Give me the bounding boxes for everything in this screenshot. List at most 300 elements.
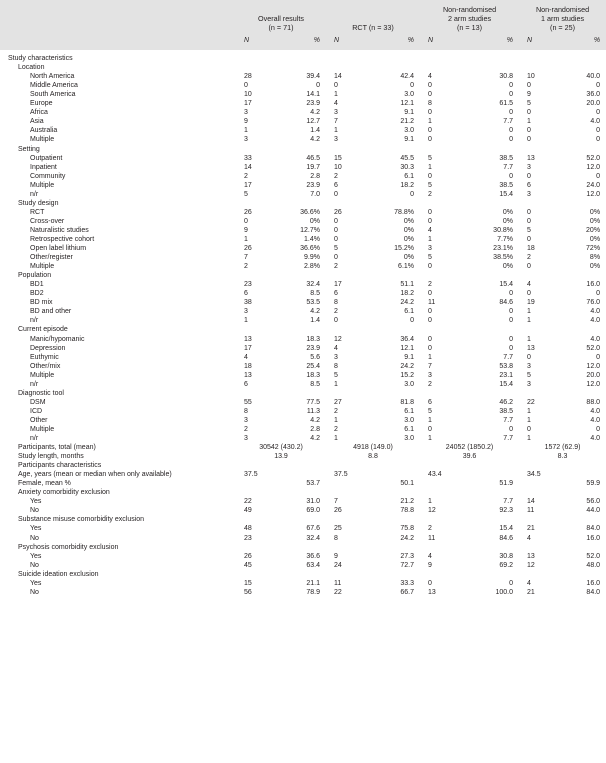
row-label: Setting xyxy=(18,145,40,153)
cell-n: 1 xyxy=(428,353,432,361)
row-label: Study characteristics xyxy=(8,55,73,63)
table-row xyxy=(0,506,606,515)
row-label: n/r xyxy=(30,190,39,198)
cell-pct: 53.7 xyxy=(306,480,320,488)
table-row xyxy=(0,154,606,163)
cell-pct: 0 xyxy=(509,127,514,135)
cell-n: 3 xyxy=(527,362,531,370)
cell-n: 2 xyxy=(428,190,432,198)
cell-n: 22 xyxy=(527,398,535,406)
cell-n: 2 xyxy=(244,263,248,271)
cell-n: 26 xyxy=(334,208,342,216)
cell-n xyxy=(236,461,266,470)
cell-pct: 6.1% xyxy=(398,263,415,271)
cell-n: 21 xyxy=(527,525,535,533)
cell-pct xyxy=(266,145,326,154)
table-row xyxy=(0,479,606,488)
row-label: Population xyxy=(18,272,52,280)
cell-n: 2 xyxy=(334,425,338,433)
cell-n: 28 xyxy=(244,73,252,81)
cell-n xyxy=(236,543,266,552)
cell-pct: 0 xyxy=(509,82,514,90)
row-label: Other/mix xyxy=(30,362,61,370)
cell-n: 14 xyxy=(527,498,535,506)
cell-n: 4 xyxy=(244,353,248,361)
cell-pct: 9.9% xyxy=(304,254,320,262)
cell-pct: 0% xyxy=(403,226,415,234)
cell-n xyxy=(326,199,357,208)
header-sub-blank xyxy=(0,35,236,50)
cell-pct: 7.7 xyxy=(503,416,514,424)
row-label: Multiple xyxy=(30,263,55,271)
cell-pct: 4.2 xyxy=(310,136,320,144)
row-label: Participants, total (mean) xyxy=(18,444,96,452)
cell-pct: 4.0 xyxy=(590,416,601,424)
row-label: Manic/hypomanic xyxy=(30,335,85,343)
cell-pct xyxy=(453,461,519,470)
row-label: Current episode xyxy=(18,326,68,334)
cell-pct: 8.5 xyxy=(310,290,320,298)
table-row xyxy=(0,443,606,452)
row-label: Multiple xyxy=(30,181,55,189)
cell-pct: 92.3 xyxy=(499,507,514,515)
cell-n xyxy=(519,543,549,552)
cell-n: 11 xyxy=(334,579,342,587)
cell-pct: 18.3 xyxy=(306,335,320,343)
cell-n: 26 xyxy=(244,208,252,216)
cell-pct: 63.4 xyxy=(306,561,320,569)
row-label: Multiple xyxy=(30,371,55,379)
row-label: Asia xyxy=(30,118,44,126)
table-row xyxy=(0,235,606,244)
cell-n: 2 xyxy=(334,308,338,316)
cell-pct xyxy=(357,543,420,552)
cell-pct: 7.7 xyxy=(503,498,514,506)
cell-pct: 23.9 xyxy=(306,181,320,189)
cell-n xyxy=(326,488,357,497)
cell-pct: 78.8 xyxy=(400,507,415,515)
cell-n xyxy=(236,325,266,334)
cell-pct xyxy=(549,199,606,208)
cell-n: 5 xyxy=(244,190,248,198)
cell-pct xyxy=(266,271,326,280)
table-row xyxy=(0,217,606,226)
cell-n: 17 xyxy=(244,100,252,108)
cell-pct xyxy=(357,570,420,579)
table-row xyxy=(0,244,606,253)
cell-n: 0 xyxy=(527,235,531,243)
cell-pct: 3.0 xyxy=(404,416,415,424)
cell-pct: 7.7 xyxy=(503,163,514,171)
cell-pct: 44.0 xyxy=(586,507,601,515)
cell-n: 48 xyxy=(244,525,252,533)
cell-n xyxy=(236,389,266,398)
table-row xyxy=(0,425,606,434)
cell-pct: 52.0 xyxy=(586,154,601,162)
cell-pct xyxy=(357,515,420,524)
table-row xyxy=(0,135,606,144)
cell-pct xyxy=(453,145,519,154)
table-row xyxy=(0,389,606,398)
cell-pct xyxy=(549,389,606,398)
cell-pct xyxy=(266,389,326,398)
cell-n: 1 xyxy=(334,380,338,388)
cell-n xyxy=(420,479,453,488)
row-label: Open label lithium xyxy=(30,245,87,253)
cell-n: 8 xyxy=(334,534,338,542)
cell-n: 2 xyxy=(244,172,248,180)
cell-n xyxy=(236,271,266,280)
cell-n: 12 xyxy=(428,507,436,515)
cell-n: 0 xyxy=(527,353,531,361)
table-row xyxy=(0,63,606,72)
cell-pct xyxy=(549,271,606,280)
cell-pct: 0% xyxy=(589,263,601,271)
cell-n: 9 xyxy=(334,552,338,560)
row-label: Retrospective cohort xyxy=(30,235,95,243)
cell-pct: 36.6% xyxy=(300,208,320,216)
cell-n xyxy=(420,271,453,280)
cell-pct xyxy=(453,271,519,280)
cell-n: 25 xyxy=(334,525,342,533)
col-n-rct: N xyxy=(326,35,357,50)
cell-n: 6 xyxy=(244,380,248,388)
header-nonrandom-1arm-text: Non-randomised 1 arm studies (n = 25) xyxy=(535,5,590,32)
table-row xyxy=(0,298,606,307)
table-row xyxy=(0,199,606,208)
cell-pct: 15.4 xyxy=(499,525,514,533)
cell-n: 13 xyxy=(527,344,535,352)
cell-n: 0 xyxy=(334,235,338,243)
cell-n xyxy=(519,50,549,63)
cell-pct: 24.2 xyxy=(400,362,415,370)
cell-pct: 9.1 xyxy=(404,109,415,117)
row-label: Study length, months xyxy=(18,453,84,461)
cell-n: 5 xyxy=(527,226,531,234)
cell-n xyxy=(236,63,266,72)
cell-pct: 0% xyxy=(502,208,514,216)
cell-n: 21 xyxy=(527,588,535,596)
cell-pct: 30.8% xyxy=(493,226,514,234)
cell-n: 5 xyxy=(527,100,531,108)
row-label: Substance misuse comorbidity exclusion xyxy=(18,516,145,524)
cell-n xyxy=(420,389,453,398)
cell-pct: 69.0 xyxy=(306,507,320,515)
cell-n: 45 xyxy=(244,561,252,569)
table-row xyxy=(0,543,606,552)
table-row xyxy=(0,126,606,135)
cell-n: 1 xyxy=(527,416,531,424)
cell-n xyxy=(519,199,549,208)
row-label: Other xyxy=(30,416,48,424)
cell-pct: 2.8 xyxy=(310,425,320,433)
cell-pct: 32.4 xyxy=(306,281,320,289)
cell-n: 0 xyxy=(428,91,432,99)
cell-pct: 0 xyxy=(410,190,415,198)
row-label: Multiple xyxy=(30,425,55,433)
cell-n: 6 xyxy=(244,290,248,298)
cell-pct: 0% xyxy=(403,217,415,225)
table-body xyxy=(0,50,606,597)
cell-n: 1 xyxy=(428,163,432,171)
cell-pct: 0% xyxy=(589,235,601,243)
table-row xyxy=(0,470,606,479)
cell-n: 18 xyxy=(527,245,535,253)
row-label: ICD xyxy=(30,407,43,415)
cell-pct: 12.7% xyxy=(300,226,320,234)
cell-pct: 18.2 xyxy=(400,290,415,298)
cell-n: 5 xyxy=(334,245,338,253)
cell-pct: 36.6 xyxy=(306,552,320,560)
cell-n: 0 xyxy=(527,82,531,90)
cell-n: 0 xyxy=(428,290,432,298)
cell-n: 3 xyxy=(334,353,338,361)
cell-pct: 78.9 xyxy=(306,588,320,596)
cell-pct: 4.0 xyxy=(590,317,601,325)
cell-n: 0 xyxy=(334,82,338,90)
cell-n: 1 xyxy=(334,435,338,443)
cell-n: 8 xyxy=(334,299,338,307)
cell-n: 1 xyxy=(244,235,248,243)
cell-n: 6 xyxy=(428,398,432,406)
cell-pct: 12.7 xyxy=(306,118,320,126)
cell-pct: 78.8% xyxy=(394,208,415,216)
cell-pct: 0% xyxy=(309,217,320,225)
cell-pct: 88.0 xyxy=(586,398,601,406)
table-row xyxy=(0,452,606,461)
cell-n: 0 xyxy=(334,190,338,198)
cell-pct: 0% xyxy=(589,208,601,216)
cell-pct: 14.1 xyxy=(306,91,320,99)
cell-n: 1 xyxy=(334,127,338,135)
cell-pct: 45.5 xyxy=(400,154,415,162)
cell-n: 0 xyxy=(244,217,248,225)
cell-pct xyxy=(266,199,326,208)
cell-pct: 33.3 xyxy=(400,579,415,587)
cell-value: 4918 (149.0) xyxy=(353,444,393,452)
cell-pct: 21.2 xyxy=(400,498,415,506)
cell-n xyxy=(236,515,266,524)
cell-pct: 4.0 xyxy=(590,118,601,126)
cell-n xyxy=(326,50,357,63)
cell-value: 39.6 xyxy=(462,453,477,461)
table-row xyxy=(0,588,606,597)
cell-n: 13 xyxy=(527,154,535,162)
cell-pct: 61.5 xyxy=(499,100,514,108)
cell-n: 3 xyxy=(334,109,338,117)
cell-pct: 100.0 xyxy=(495,588,514,596)
cell-pct: 0 xyxy=(509,344,514,352)
cell-pct: 48.0 xyxy=(586,561,601,569)
cell-n xyxy=(420,515,453,524)
cell-pct xyxy=(266,470,326,479)
cell-n: 56 xyxy=(244,588,252,596)
row-label: No xyxy=(30,561,39,569)
cell-pct: 4.0 xyxy=(590,308,601,316)
cell-pct xyxy=(357,199,420,208)
table-row xyxy=(0,280,606,289)
row-label: No xyxy=(30,507,39,515)
cell-n: 8 xyxy=(334,362,338,370)
cell-pct: 20% xyxy=(586,226,601,234)
table-row xyxy=(0,145,606,154)
cell-n: 15 xyxy=(334,154,342,162)
cell-n: 13 xyxy=(244,335,252,343)
cell-pct: 0 xyxy=(509,579,514,587)
cell-pct: 0% xyxy=(502,217,514,225)
cell-pct: 66.7 xyxy=(400,588,415,596)
col-pct-2arm: % xyxy=(453,35,519,50)
header-nonrandom-1arm xyxy=(519,0,606,35)
table-row xyxy=(0,271,606,280)
row-label: Middle America xyxy=(30,82,78,90)
cell-pct: 36.4 xyxy=(400,335,415,343)
cell-n: 5 xyxy=(334,371,338,379)
cell-pct: 0 xyxy=(596,127,601,135)
cell-n: 0 xyxy=(428,344,432,352)
col-pct-rct: % xyxy=(357,35,420,50)
cell-n: 0 xyxy=(527,136,531,144)
table-row xyxy=(0,434,606,443)
cell-pct xyxy=(549,543,606,552)
cell-pct xyxy=(266,488,326,497)
cell-pct xyxy=(549,461,606,470)
cell-n: 0 xyxy=(428,308,432,316)
cell-pct: 38.5 xyxy=(499,407,514,415)
cell-pct: 6.1 xyxy=(404,172,415,180)
cell-n: 0 xyxy=(428,172,432,180)
cell-pct: 7.7 xyxy=(503,435,514,443)
row-label: BD1 xyxy=(30,281,44,289)
cell-n: 10 xyxy=(527,73,535,81)
cell-pct: 8% xyxy=(589,254,601,262)
table-row xyxy=(0,325,606,334)
table-row xyxy=(0,570,606,579)
row-label: RCT xyxy=(30,208,45,216)
cell-n: 3 xyxy=(244,136,248,144)
row-label: Multiple xyxy=(30,136,55,144)
cell-n: 18 xyxy=(244,362,252,370)
cell-pct: 40.0 xyxy=(586,73,601,81)
cell-n: 1 xyxy=(428,435,432,443)
row-label: DSM xyxy=(30,398,46,406)
cell-n: 2 xyxy=(428,281,432,289)
cell-n xyxy=(420,145,453,154)
cell-n: 8 xyxy=(244,407,248,415)
cell-n xyxy=(519,479,549,488)
cell-n xyxy=(519,488,549,497)
cell-pct: 18.2 xyxy=(400,181,415,189)
cell-pct: 4.0 xyxy=(590,335,601,343)
cell-pct xyxy=(549,570,606,579)
table-row xyxy=(0,552,606,561)
cell-pct: 16.0 xyxy=(586,579,601,587)
cell-pct: 72.7 xyxy=(400,561,415,569)
header-nonrandom-2arm-text: Non-randomised 2 arm studies (n = 13) xyxy=(442,5,497,32)
cell-n: 8 xyxy=(428,100,432,108)
cell-n: 2 xyxy=(428,525,432,533)
cell-n xyxy=(236,50,266,63)
cell-n: 3 xyxy=(428,371,432,379)
cell-pct: 30.8 xyxy=(499,73,514,81)
row-label: n/r xyxy=(30,380,39,388)
row-label: North America xyxy=(30,73,75,81)
cell-pct: 38.5% xyxy=(493,254,514,262)
cell-value: 30542 (430.2) xyxy=(259,444,303,452)
cell-n: 49 xyxy=(244,507,252,515)
cell-n: 0 xyxy=(428,317,432,325)
cell-pct xyxy=(357,488,420,497)
cell-n: 0 xyxy=(428,82,432,90)
cell-pct: 75.8 xyxy=(400,525,415,533)
cell-pct: 9.1 xyxy=(404,353,415,361)
cell-value: 8.8 xyxy=(368,453,378,461)
cell-pct: 2.8% xyxy=(304,263,320,271)
cell-n: 1 xyxy=(527,118,531,126)
header-nonrandom-2arm xyxy=(420,0,519,35)
row-label: Depression xyxy=(30,344,66,352)
cell-n xyxy=(519,461,549,470)
cell-n: 0 xyxy=(527,172,531,180)
cell-pct xyxy=(549,50,606,63)
cell-pct: 0% xyxy=(589,217,601,225)
cell-pct: 0 xyxy=(509,317,514,325)
cell-pct: 38.5 xyxy=(499,181,514,189)
cell-pct: 9.1 xyxy=(404,136,415,144)
cell-pct: 0 xyxy=(596,290,601,298)
cell-pct: 1.4% xyxy=(304,235,320,243)
cell-pct: 1.4 xyxy=(310,317,320,325)
row-label: Age, years (mean or median when only available) xyxy=(18,471,172,479)
cell-pct: 59.9 xyxy=(586,480,601,488)
table-row xyxy=(0,344,606,353)
cell-n xyxy=(420,50,453,63)
table-row xyxy=(0,488,606,497)
cell-pct: 20.0 xyxy=(586,100,601,108)
cell-n xyxy=(326,479,357,488)
cell-pct: 0 xyxy=(509,425,514,433)
row-label: No xyxy=(30,534,39,542)
cell-n: 7 xyxy=(334,498,338,506)
cell-value: 24052 (1850.2) xyxy=(445,444,494,452)
cell-n: 3 xyxy=(527,163,531,171)
table-row xyxy=(0,398,606,407)
cell-pct xyxy=(549,515,606,524)
cell-pct: 15.4 xyxy=(499,380,514,388)
cell-n: 3 xyxy=(244,435,248,443)
cell-n: 6 xyxy=(334,290,338,298)
cell-pct: 12.0 xyxy=(586,380,601,388)
cell-pct: 69.2 xyxy=(499,561,514,569)
row-label: No xyxy=(30,588,39,596)
cell-n: 4 xyxy=(527,579,531,587)
cell-n: 0 xyxy=(428,335,432,343)
cell-n: 7 xyxy=(244,254,248,262)
cell-pct: 4.0 xyxy=(590,435,601,443)
cell-n: 3 xyxy=(244,416,248,424)
cell-n: 2 xyxy=(428,380,432,388)
cell-n: 1 xyxy=(334,416,338,424)
cell-n: 26 xyxy=(244,245,252,253)
col-n-2arm: N xyxy=(420,35,453,50)
cell-n: 6 xyxy=(527,181,531,189)
cell-pct: 3.0 xyxy=(404,127,415,135)
cell-pct xyxy=(453,389,519,398)
cell-pct xyxy=(549,488,606,497)
row-label: Location xyxy=(18,64,45,72)
cell-n xyxy=(326,570,357,579)
row-label: Europe xyxy=(30,100,53,108)
